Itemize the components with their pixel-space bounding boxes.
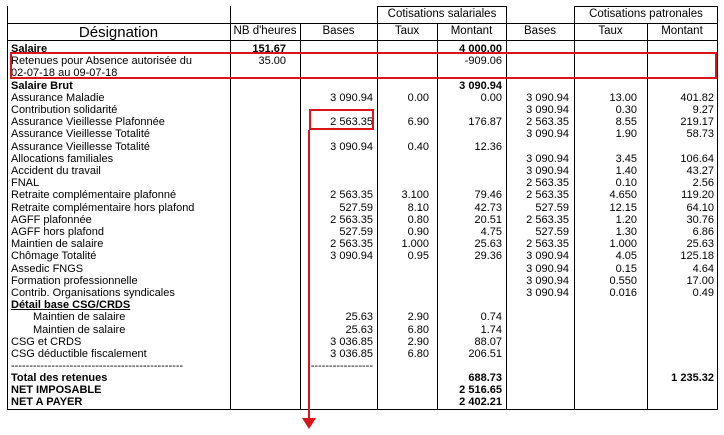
cell-label: Assedic FNGS: [11, 262, 84, 275]
total-row: [7, 396, 718, 408]
cell-label: Formation professionnelle: [11, 274, 138, 287]
cell-montant: 25.63: [474, 238, 502, 251]
table-row: [7, 80, 718, 92]
cell-pmontant: 219.17: [680, 116, 714, 129]
cell-base: 527.59: [339, 201, 373, 214]
cell-pmontant: 125.18: [680, 250, 714, 263]
cell-label: Assurance Vieillesse Totalité: [11, 128, 151, 141]
total-row: [7, 372, 718, 384]
h-line: [377, 6, 507, 7]
table-row: [7, 177, 718, 189]
table-row: [7, 360, 718, 372]
cell-base: 25.63: [345, 311, 373, 324]
cell-montant: 12.36: [474, 140, 502, 153]
cell-label: Retraite complémentaire plafonné: [11, 189, 177, 202]
red-arrow-head-icon: [302, 418, 316, 430]
table-row: [7, 324, 718, 336]
cell-pmontant: 106.64: [680, 152, 714, 165]
header-nb-heures: NB d'heures: [233, 25, 297, 37]
table-row: [7, 189, 718, 201]
cell-taux: 8.10: [407, 201, 429, 214]
cell-pmontant: 30.76: [686, 213, 714, 226]
cell-montant: 20.51: [474, 213, 502, 226]
cell-taux: 0.95: [407, 250, 429, 263]
header-montant: Montant: [450, 25, 493, 37]
table-row: [7, 336, 718, 348]
cell-ptaux: 8.55: [615, 116, 637, 129]
cell-pmontant: 17.00: [686, 274, 714, 287]
cell-taux: 0.00: [407, 91, 429, 104]
cell-pbase: 2 563.35: [526, 116, 569, 129]
cell-taux: 0.40: [407, 140, 429, 153]
cell-montant: 3 090.94: [459, 79, 502, 92]
table-row: [7, 128, 718, 140]
cell-pbase: 3 090.94: [526, 91, 569, 104]
cell-pbase: 3 090.94: [526, 128, 569, 141]
cell-pbase: 2 563.35: [526, 213, 569, 226]
cell-base: -----------------: [310, 360, 373, 373]
table-row: [7, 275, 718, 287]
header-montant-patronales: Montant: [661, 25, 703, 37]
cell-label: AGFF plafonnée: [11, 213, 92, 226]
table-row: [7, 287, 718, 299]
cell-ptaux: 4.650: [609, 189, 637, 202]
cell-pbase: 2 563.35: [526, 177, 569, 190]
total-row: [7, 384, 718, 396]
cell-pbase: 527.59: [535, 201, 569, 214]
table-row: [7, 263, 718, 275]
total-pmontant: 1 235.32: [671, 372, 714, 384]
cell-pbase: 2 563.35: [526, 238, 569, 251]
total-label: Total des retenues: [11, 372, 108, 384]
cell-taux: 1.000: [401, 238, 429, 251]
cell-label: Maintien de salaire: [33, 323, 126, 336]
cell-ptaux: 0.30: [615, 104, 637, 116]
cell-label: Retraite complémentaire hors plafond: [11, 201, 195, 214]
table-row: [7, 202, 718, 214]
table-row: [7, 299, 718, 311]
cell-montant: 4.75: [480, 226, 502, 238]
cell-taux: 6.80: [407, 348, 429, 360]
cell-base: 3 036.85: [330, 348, 373, 360]
cell-base: 3 090.94: [330, 140, 373, 153]
cell-pmontant: 6.86: [692, 226, 714, 238]
header-taux: Taux: [394, 25, 420, 37]
cell-label: FNAL: [11, 177, 40, 190]
table-row: [7, 92, 718, 104]
cell-base: 3 036.85: [330, 335, 373, 348]
h-line: [574, 6, 718, 7]
h-line: [7, 409, 718, 410]
cell-montant: 42.73: [474, 201, 502, 214]
total-montant: 2 516.65: [459, 384, 502, 397]
cell-label: Salaire Brut: [11, 79, 73, 92]
cell-pmontant: 64.10: [686, 201, 714, 214]
cell-taux: 2.90: [407, 335, 429, 348]
cell-pbase: 3 090.94: [526, 152, 569, 165]
cell-base: 2 563.35: [330, 116, 373, 129]
cell-ptaux: 1.000: [609, 238, 637, 251]
cell-pbase: 2 563.35: [526, 189, 569, 202]
cell-ptaux: 0.550: [609, 274, 637, 287]
cell-label: Assurance Vieillesse Totalité: [11, 140, 151, 153]
cell-label: 02-07-18 au 09-07-18: [11, 67, 118, 80]
cell-pbase: 527.59: [535, 226, 569, 238]
cell-pbase: 3 090.94: [526, 165, 569, 177]
cell-ptaux: 1.90: [615, 128, 637, 141]
cell-label: Assurance Vieillesse Plafonnée: [11, 116, 165, 129]
cell-taux: 0.90: [407, 226, 429, 238]
cell-ptaux: 1.40: [615, 165, 637, 177]
table-row: [7, 153, 718, 165]
cell-montant: 176.87: [468, 116, 502, 129]
cell-ptaux: 0.10: [615, 177, 637, 190]
cell-pbase: 3 090.94: [526, 104, 569, 116]
cell-base: 25.63: [345, 323, 373, 336]
header-bases: Bases: [322, 25, 355, 37]
cell-montant: 4 000.00: [459, 43, 502, 55]
cell-label: Maintien de salaire: [11, 238, 104, 251]
cell-label: AGFF hors plafond: [11, 226, 104, 238]
header-designation: Désignation: [78, 24, 159, 41]
cell-pmontant: 9.27: [692, 104, 714, 116]
cell-montant: 0.74: [480, 311, 502, 324]
cell-ptaux: 4.05: [615, 250, 637, 263]
cell-ptaux: 1.20: [615, 213, 637, 226]
cell-base: 2 563.35: [330, 238, 373, 251]
cell-pmontant: 2.56: [692, 177, 714, 190]
cell-taux: 0.80: [407, 213, 429, 226]
cell-label: Contribution solidarité: [11, 104, 118, 116]
cell-ptaux: 3.45: [615, 152, 637, 165]
table-row: [7, 238, 718, 250]
cell-montant: 29.36: [474, 250, 502, 263]
cell-taux: 2.90: [407, 311, 429, 324]
cell-base: 2 563.35: [330, 189, 373, 202]
cell-ptaux: 0.15: [615, 262, 637, 275]
cell-label: Salaire: [11, 43, 48, 55]
header-cotisations-salariales: Cotisations salariales: [387, 8, 497, 20]
table-row: [7, 214, 718, 226]
cell-label: Détail base CSG/CRDS: [11, 299, 131, 312]
cell-pmontant: 25.63: [686, 238, 714, 251]
table-row: [7, 141, 718, 153]
cell-ptaux: 12.15: [609, 201, 637, 214]
table-row: [7, 348, 718, 360]
highlight-box-base-value: [309, 109, 374, 130]
cell-pmontant: 43.27: [686, 165, 714, 177]
header-bases-patronales: Bases: [524, 25, 556, 37]
total-label: NET A PAYER: [11, 396, 83, 409]
cell-label: Chômage Totalité: [11, 250, 97, 263]
cell-montant: -909.06: [464, 55, 502, 68]
cell-nb: 151.67: [252, 43, 286, 55]
table-row: [7, 250, 718, 262]
cell-base: 3 090.94: [330, 91, 373, 104]
table-row: [7, 165, 718, 177]
cell-label: Maintien de salaire: [33, 311, 126, 324]
cell-label: Contrib. Organisations syndicales: [11, 287, 175, 299]
cell-pbase: 3 090.94: [526, 250, 569, 263]
header-taux-patronales: Taux: [598, 25, 623, 37]
cell-pbase: 3 090.94: [526, 287, 569, 299]
table-row: [7, 311, 718, 323]
cell-ptaux: 13.00: [609, 91, 637, 104]
cell-montant: 79.46: [474, 189, 502, 202]
total-montant: 2 402.21: [459, 396, 502, 409]
total-label: NET IMPOSABLE: [11, 384, 102, 397]
cell-montant: 88.07: [474, 335, 502, 348]
cell-taux: 6.90: [407, 116, 429, 129]
cell-pmontant: 0.49: [692, 287, 714, 299]
cell-nb: 35.00: [258, 55, 286, 68]
table-row: [7, 226, 718, 238]
total-montant: 688.73: [468, 372, 502, 384]
cell-ptaux: 1.30: [615, 226, 637, 238]
cell-label: Accident du travail: [11, 165, 101, 177]
highlight-box-absence-row: [10, 52, 717, 79]
cell-base: 2 563.35: [330, 213, 373, 226]
cell-pmontant: 58.73: [686, 128, 714, 141]
cell-label: Retenues pour Absence autorisée du: [11, 55, 193, 68]
cell-label: -----------------------------------------------: [11, 360, 184, 373]
cell-pmontant: 401.82: [680, 91, 714, 104]
header-cotisations-patronales: Cotisations patronales: [589, 8, 703, 20]
cell-montant: 0.00: [480, 91, 502, 104]
cell-label: CSG et CRDS: [11, 335, 82, 348]
cell-base: 3 090.94: [330, 250, 373, 263]
cell-taux: 3.100: [401, 189, 429, 202]
cell-ptaux: 0.016: [609, 287, 637, 299]
cell-pmontant: 4.64: [692, 262, 714, 275]
cell-montant: 1.74: [480, 323, 502, 336]
cell-base: 527.59: [339, 226, 373, 238]
cell-pbase: 3 090.94: [526, 274, 569, 287]
cell-label: Assurance Maladie: [11, 91, 105, 104]
red-arrow-line: [308, 130, 310, 420]
cell-label: Allocations familiales: [11, 152, 114, 165]
cell-pbase: 3 090.94: [526, 262, 569, 275]
cell-montant: 206.51: [468, 348, 502, 360]
cell-pmontant: 119.20: [681, 189, 714, 202]
cell-label: CSG déductible fiscalement: [11, 348, 147, 360]
cell-taux: 6.80: [407, 323, 429, 336]
